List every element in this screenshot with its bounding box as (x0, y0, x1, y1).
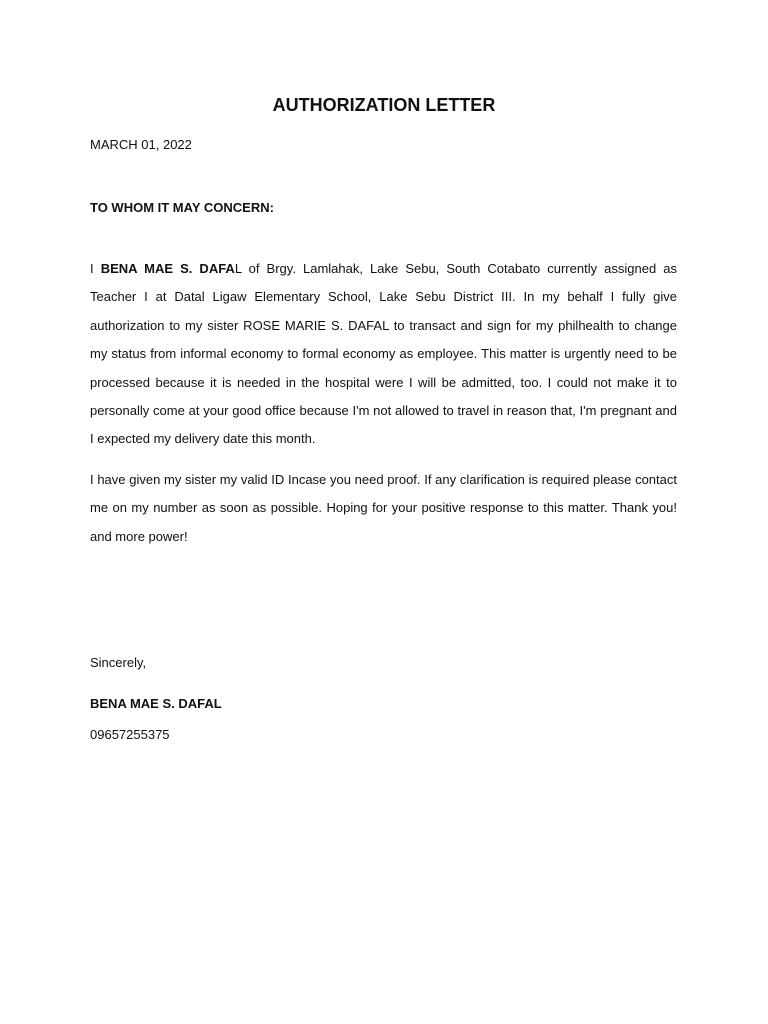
signer-name: BENA MAE S. DAFAL (90, 696, 222, 711)
sender-name-bold: BENA MAE S. DAFA (100, 261, 235, 276)
letter-date: MARCH 01, 2022 (90, 137, 192, 152)
body-paragraph-1 (90, 255, 677, 454)
letter-title: AUTHORIZATION LETTER (272, 95, 496, 115)
paragraph-rest: L of Brgy. Lamlahak, Lake Sebu, South Cotabato currently assigned as Teacher I at Datal Ligaw Elementary School, Lake Sebu District III. In my behalf I fully give authorization to my sister ROSE MARIE S. DAFAL to transact and sign for my philhealth to change my status from informal economy to formal economy as employee. This matter is urgently need to be processed because it is needed in the hospital were I will be admitted, too. I could not make it to personally come at your good office because I'm not allowed to travel in reason that, I'm pregnant and I expected my delivery date this month. (90, 261, 678, 447)
letter-salutation: TO WHOM IT MAY CONCERN: (90, 200, 274, 215)
phone-number: 09657255375 (90, 727, 170, 742)
body-paragraph-2: I have given my sister my valid ID Incase you need proof. If any clarification is required please contact me on my number as soon as possible. Hoping for your positive response to this matter. Thank you! and more power! (90, 472, 677, 544)
closing: Sincerely, (90, 655, 147, 670)
paragraph-lead: I (90, 261, 101, 276)
